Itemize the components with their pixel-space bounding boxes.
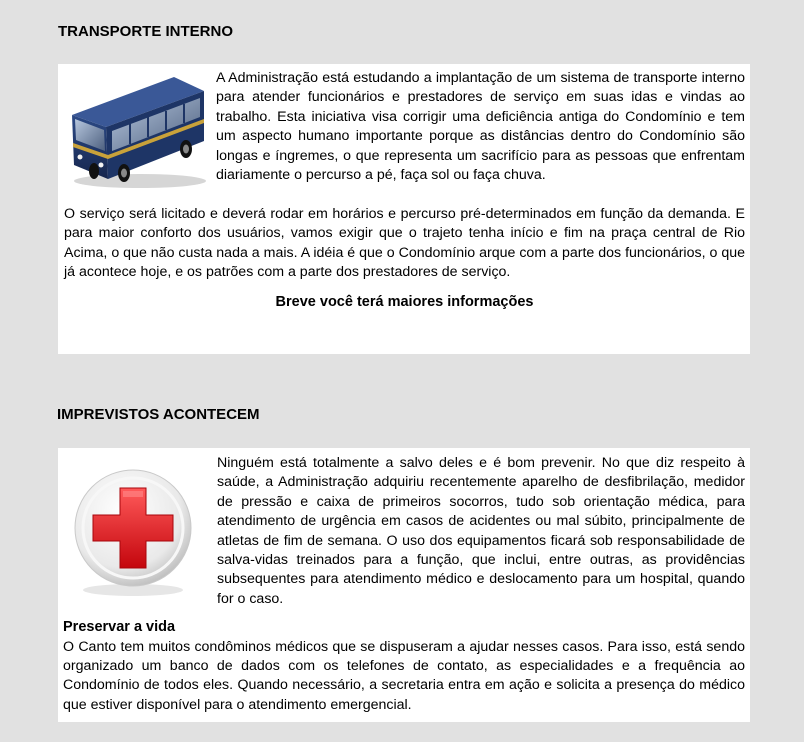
- imprevistos-paragraph-2: O Canto tem muitos condôminos médicos que se dispuseram a ajudar nesses casos. Para isso, está sendo organizado um banco de dados com os telefones de contato, as especialidades e a frequência ao Condomínio de todos eles. Quando necessário, a secretaria entra em ação e solicita a presença do médico que estiver disponível para o atendimento emergencial.: [63, 638, 745, 713]
- imprevistos-content-box: [58, 448, 750, 722]
- transporte-paragraph-1: A Administração está estudando a implantação de um sistema de transporte interno para atender funcionários e prestadores de serviço em suas idas e vindas ao trabalho. Esta iniciativa visa corrigir uma deficiência antiga do Condomínio e tem um aspecto humano importante porque as distâncias dentro do Condomínio são longas e íngremes, o que representa um sacrifício para as pessoas que enfrentam diariamente o percurso a pé, faça sol ou faça chuva.: [216, 70, 745, 184]
- section-title-imprevistos: IMPREVISTOS ACONTECEM: [57, 406, 260, 423]
- imprevistos-paragraph-1: Ninguém está totalmente a salvo deles e é bom prevenir. No que diz respeito à saúde, a Administração adquiriu recentemente aparelho de desfibrilação, medidor de pressão e caixa de primeiros socorros, tudo sob orientação médica, para atendimento de urgência em casos de acidentes ou mal súbito, principalmente de atletas de fim de semana. O uso dos equipamentos ficará sob responsabilidade de salva-vidas treinados para a função, que inclui, entre outras, as providências subsequentes para atendimento médico e deslocamento para um hospital, quando for o caso.: [217, 455, 745, 607]
- transporte-note: Breve você terá maiores informações: [275, 293, 534, 310]
- imprevistos-subheading: Preservar a vida: [63, 619, 176, 636]
- transporte-paragraph-2: O serviço será licitado e deverá rodar em horários e percurso pré-determinados em função da demanda. E para maior conforto dos usuários, vamos exigir que o trajeto tenha início e fim na praça central de Rio Acima, o que não custa nada a mais. A idéia é que o Condomínio arque com a parte dos funcionários, o que já acontece hoje, e os patrões com a parte dos prestadores de serviço.: [64, 206, 745, 281]
- bus-icon: [64, 69, 210, 193]
- transporte-content-box: [58, 64, 750, 354]
- section-title-transporte: TRANSPORTE INTERNO: [58, 23, 234, 40]
- first-aid-cross-icon: [63, 454, 209, 602]
